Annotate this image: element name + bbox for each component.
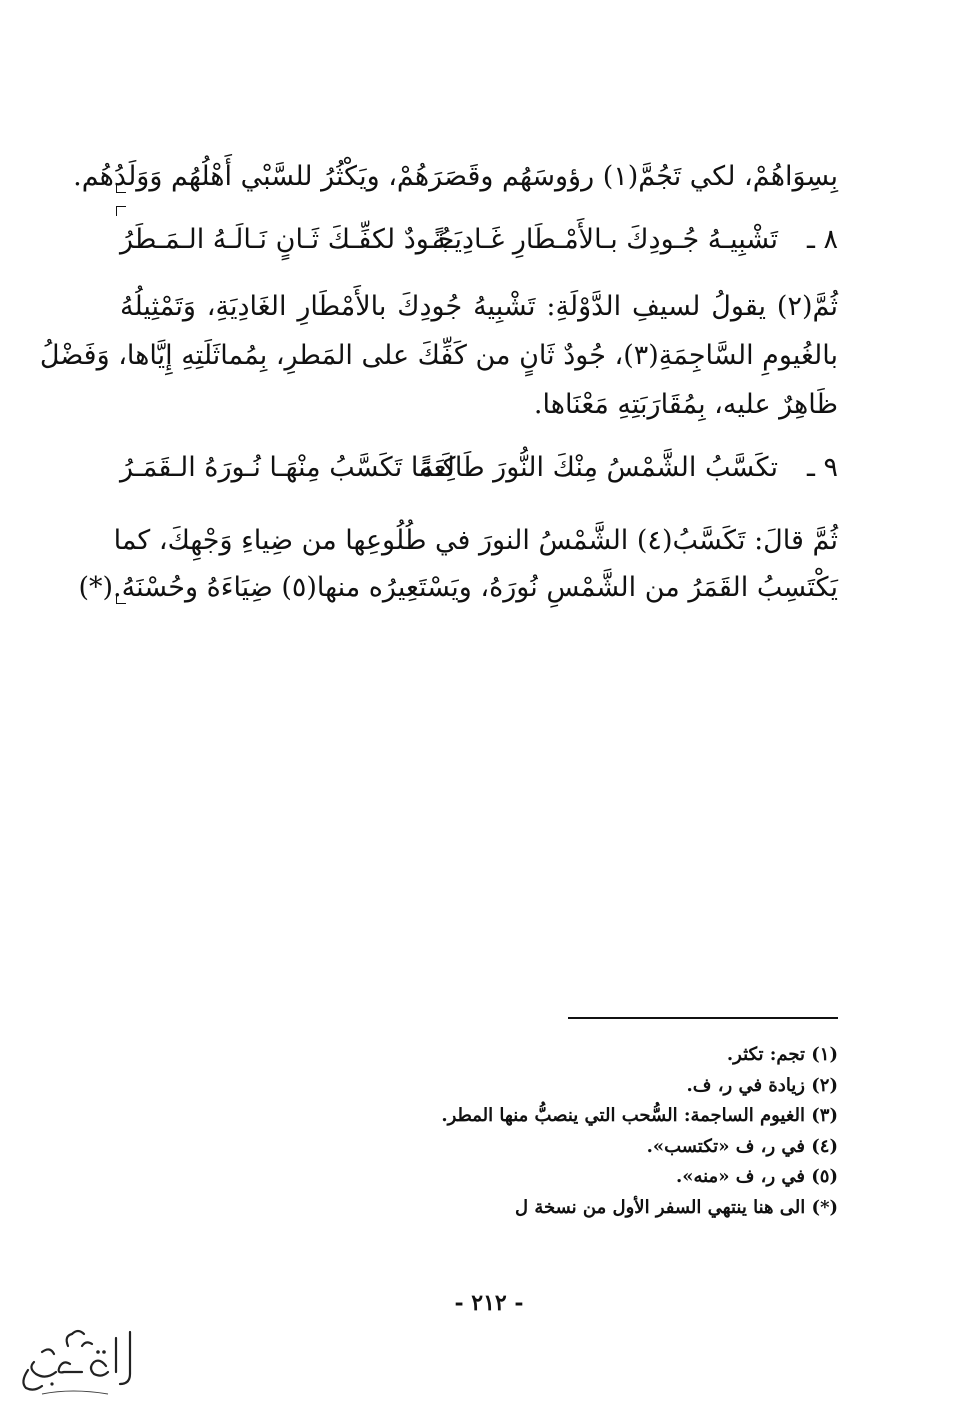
verse-number: ٨ ـ	[806, 224, 838, 255]
paragraph-line: ثُمَّ قالَ: تَكَسَّبُ(٤) الشَّمْسُ النورَ في طُلُوعِها من ضِياءِ وَجْهِكَ، كما	[113, 525, 838, 556]
section-end-mark	[116, 183, 126, 193]
footnotes	[140, 1040, 838, 1223]
watermark-logo	[12, 1322, 144, 1402]
verse-hemistich-right: تَشْبِيـهُ جُـودِكَ بـالأَمْـطَارِ غَـادِيَـةً	[432, 224, 778, 255]
verse-hemistich-left: جُـودٌ لكفِّـكَ ثَـانٍ نَـالَـهُ الـمَـطَرُ	[120, 224, 455, 255]
footnote-5: (٥) في ر، ف «منه».	[675, 1166, 838, 1187]
text-line-1: بِسِوَاهُمْ، لكي تَجُمَّ(١) رؤوسَهُم وقَصَرَهُمْ، ويَكْثُرُ للسَّبْي أَهْلُهُم وَوَلَدُهُم.	[73, 161, 838, 192]
paragraph-line: ظَاهِرٌ عليه، بِمُقَارَبَتِهِ مَعْنَاها.	[533, 389, 838, 420]
paragraph-line: بالغُيومِ السَّاجِمَةِ(٣)، جُودٌ ثَانٍ من كَفِّكَ على المَطرِ، بِمُماثَلَتِهِ إِيَّاها، وَفَضْلُ	[39, 340, 838, 371]
section-end-mark	[116, 594, 126, 604]
footnote-2: (٢) زيادة في ر، ف.	[686, 1074, 838, 1096]
footnote-end-note: (*) الى هنا ينتهي السفر الأول من نسخة ل	[514, 1196, 838, 1218]
section-start-mark	[116, 206, 126, 216]
footnote-1: (١) تجم: تكثر.	[726, 1044, 838, 1065]
verse-number: ٩ ـ	[806, 452, 838, 483]
verse-hemistich-right: تكَسَّبُ الشَّمْسُ مِنْكَ النُّورَ طَالِعَةً	[419, 452, 778, 483]
paragraph-line: ثُمَّ(٢) يقولُ لسيفِ الدَّوْلَةِ: تَشْبِيهُ جُودِكَ بالأَمْطَارِ الغَادِيَةِ، وَتَمْثِيلُهُ	[120, 291, 838, 322]
footnote-4: (٤) في ر، ف «تكتسب».	[646, 1135, 838, 1157]
page-number: - ٢١٢ -	[454, 1290, 524, 1316]
footnote-3: (٣) الغيوم الساجمة: السُّحب التي ينصبُّ منها المطر.	[441, 1105, 838, 1126]
verse-hemistich-left: كَـمَا تَكَسَّبُ مِنْهَـا نُـورَهُ الـقَمَـرُ	[120, 452, 456, 483]
paragraph-line: يَكْتَسِبُ القَمَرُ من الشَّمْسِ نُورَهُ، ويَسْتَعِيرُه منها(٥) ضِيَاءَهُ وحُسْنَهُ.(*)	[78, 572, 838, 603]
footnote-separator	[568, 1017, 838, 1019]
